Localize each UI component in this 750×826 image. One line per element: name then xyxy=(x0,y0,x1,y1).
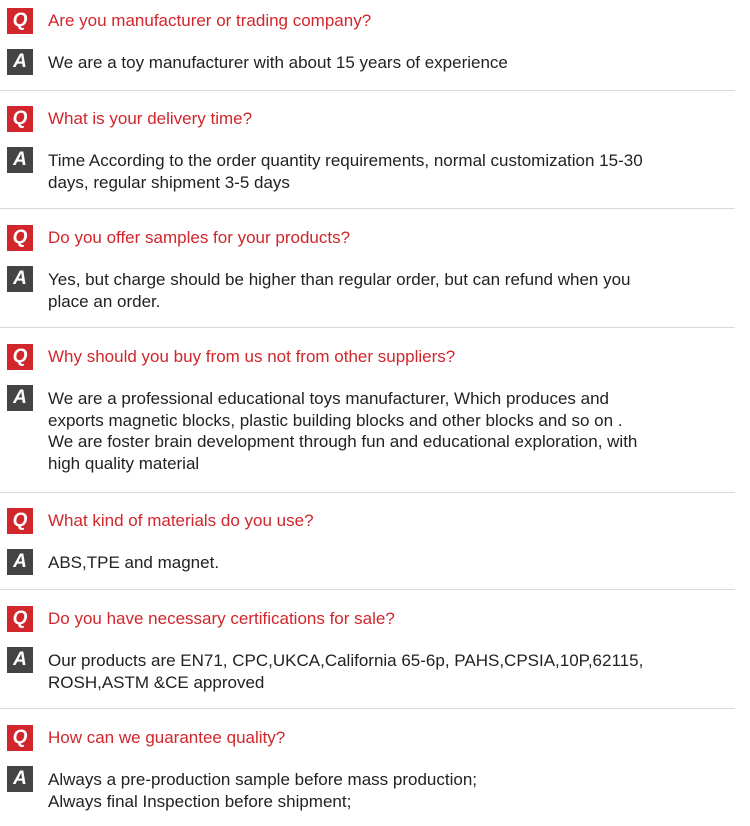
answer-row xyxy=(7,766,735,812)
question-row xyxy=(7,8,735,34)
divider xyxy=(0,589,735,590)
question-badge: Q xyxy=(7,725,33,751)
faq-item xyxy=(7,8,735,75)
answer-badge: A xyxy=(7,385,33,411)
question-badge: Q xyxy=(7,106,33,132)
question-text: How can we guarantee quality? xyxy=(48,728,286,747)
question-badge: Q xyxy=(7,606,33,632)
answer-row xyxy=(7,147,735,193)
question-row xyxy=(7,606,735,632)
question-row xyxy=(7,508,735,534)
question-row xyxy=(7,106,735,132)
answer-row xyxy=(7,385,735,474)
question-text: Do you have necessary certifications for sale? xyxy=(48,609,395,628)
answer-badge: A xyxy=(7,49,33,75)
answer-row xyxy=(7,266,735,312)
answer-text: Time According to the order quantity requirements, normal customization 15-30 days, regular shipment 3-5 days xyxy=(48,151,643,192)
divider xyxy=(0,208,735,209)
question-row xyxy=(7,725,735,751)
answer-text: Yes, but charge should be higher than regular order, but can refund when you place an order. xyxy=(48,270,631,311)
question-badge: Q xyxy=(7,344,33,370)
question-text: Why should you buy from us not from other suppliers? xyxy=(48,347,456,366)
faq-item xyxy=(7,225,735,312)
question-badge: Q xyxy=(7,225,33,251)
answer-badge: A xyxy=(7,266,33,292)
divider xyxy=(0,90,735,91)
question-text: Do you offer samples for your products? xyxy=(48,228,351,247)
divider xyxy=(0,492,735,493)
answer-text: Always a pre-production sample before mass production; Always final Inspection before shipment; xyxy=(48,770,477,811)
question-text: What kind of materials do you use? xyxy=(48,511,314,530)
answer-badge: A xyxy=(7,766,33,792)
answer-badge: A xyxy=(7,647,33,673)
answer-row xyxy=(7,647,735,693)
answer-text: We are a toy manufacturer with about 15 years of experience xyxy=(48,53,508,72)
answer-badge: A xyxy=(7,147,33,173)
answer-text: Our products are EN71, CPC,UKCA,California 65-6p, PAHS,CPSIA,10P,62115, ROSH,ASTM &CE approved xyxy=(48,651,644,692)
answer-text: ABS,TPE and magnet. xyxy=(48,553,220,572)
answer-row xyxy=(7,549,735,575)
answer-text: We are a professional educational toys manufacturer, Which produces and exports magnetic blocks, plastic building blocks and other blocks and so on . We are foster brain development through fun and educational exploration, with high quality material xyxy=(48,389,638,473)
question-text: What is your delivery time? xyxy=(48,109,253,128)
faq-item xyxy=(7,106,735,193)
answer-row xyxy=(7,49,735,75)
divider xyxy=(0,327,735,328)
faq-item xyxy=(7,508,735,575)
question-badge: Q xyxy=(7,8,33,34)
question-text: Are you manufacturer or trading company? xyxy=(48,11,372,30)
answer-badge: A xyxy=(7,549,33,575)
divider xyxy=(0,708,735,709)
faq-item xyxy=(7,725,735,812)
question-row xyxy=(7,225,735,251)
faq-item xyxy=(7,344,735,474)
faq-item xyxy=(7,606,735,693)
question-row xyxy=(7,344,735,370)
question-badge: Q xyxy=(7,508,33,534)
